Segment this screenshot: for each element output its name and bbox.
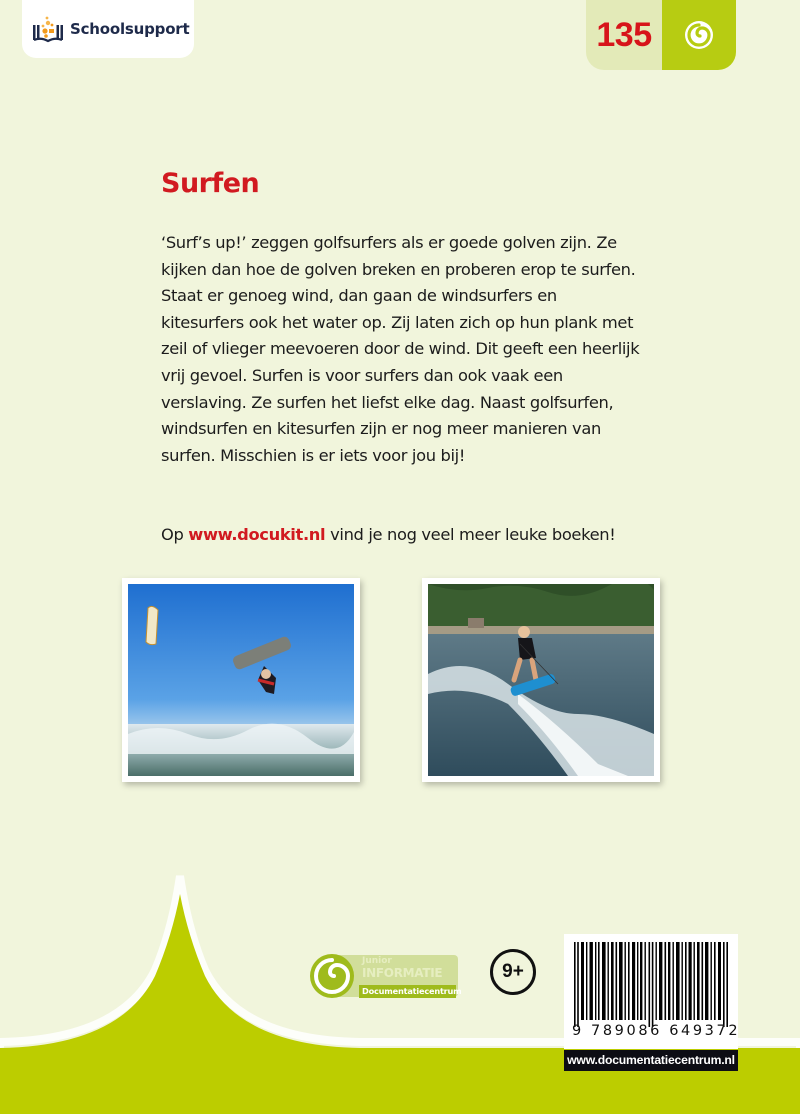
page-title: Surfen <box>161 168 260 199</box>
kitesurfer-image <box>128 584 354 776</box>
brand-name: Schoolsupport <box>70 20 190 38</box>
photo-kitesurfer <box>122 578 360 782</box>
age-badge: 9+ <box>490 949 536 995</box>
series-line-2: INFORMATIE <box>362 966 443 980</box>
wakeboarder-image <box>428 584 654 776</box>
barcode-icon <box>574 942 728 1027</box>
article-body <box>161 230 641 469</box>
schoolsupport-logo <box>22 0 194 58</box>
series-line-3: Documentatiecentrum <box>359 985 456 998</box>
page-number: 135 <box>596 15 652 54</box>
page-number-box <box>586 0 662 70</box>
docukit-link[interactable]: www.docukit.nl <box>188 525 326 544</box>
promo-line <box>161 522 661 548</box>
series-line-1: Junior <box>362 956 392 966</box>
isbn-barcode <box>564 934 741 1049</box>
book-with-icons-icon <box>32 15 64 43</box>
swirl-box <box>662 0 736 70</box>
website-link[interactable]: www.documentatiecentrum.nl <box>564 1050 738 1071</box>
promo-prefix: Op <box>161 525 189 544</box>
page-number-tab <box>586 0 736 70</box>
isbn-number: 9 789086 649372 <box>572 1023 741 1039</box>
article-paragraph: ‘Surf’s up!’ zeggen golfsurfers als er goede golven zijn. Ze kijken dan hoe de golven breken en proberen erop te surfen. Staat er genoeg wind, dan gaan de windsurfers en kitesurfers ook het water op. Zij laten zich op hun plank met zeil of vlieger meevoeren door de wind. Dit geeft een heerlijk vrij gevoel. Surfen is voor surfers dan ook vaak een verslaving. Ze surfen het liefst elke dag. Naast golfsurfen, windsurfen en kitesurfen zijn er nog meer manieren van surfen. Misschien is er iets voor jou bij! <box>161 233 640 465</box>
swirl-icon <box>683 19 715 51</box>
promo-suffix: vind je nog veel meer leuke boeken! <box>325 525 616 544</box>
photo-wakeboarder <box>422 578 660 782</box>
